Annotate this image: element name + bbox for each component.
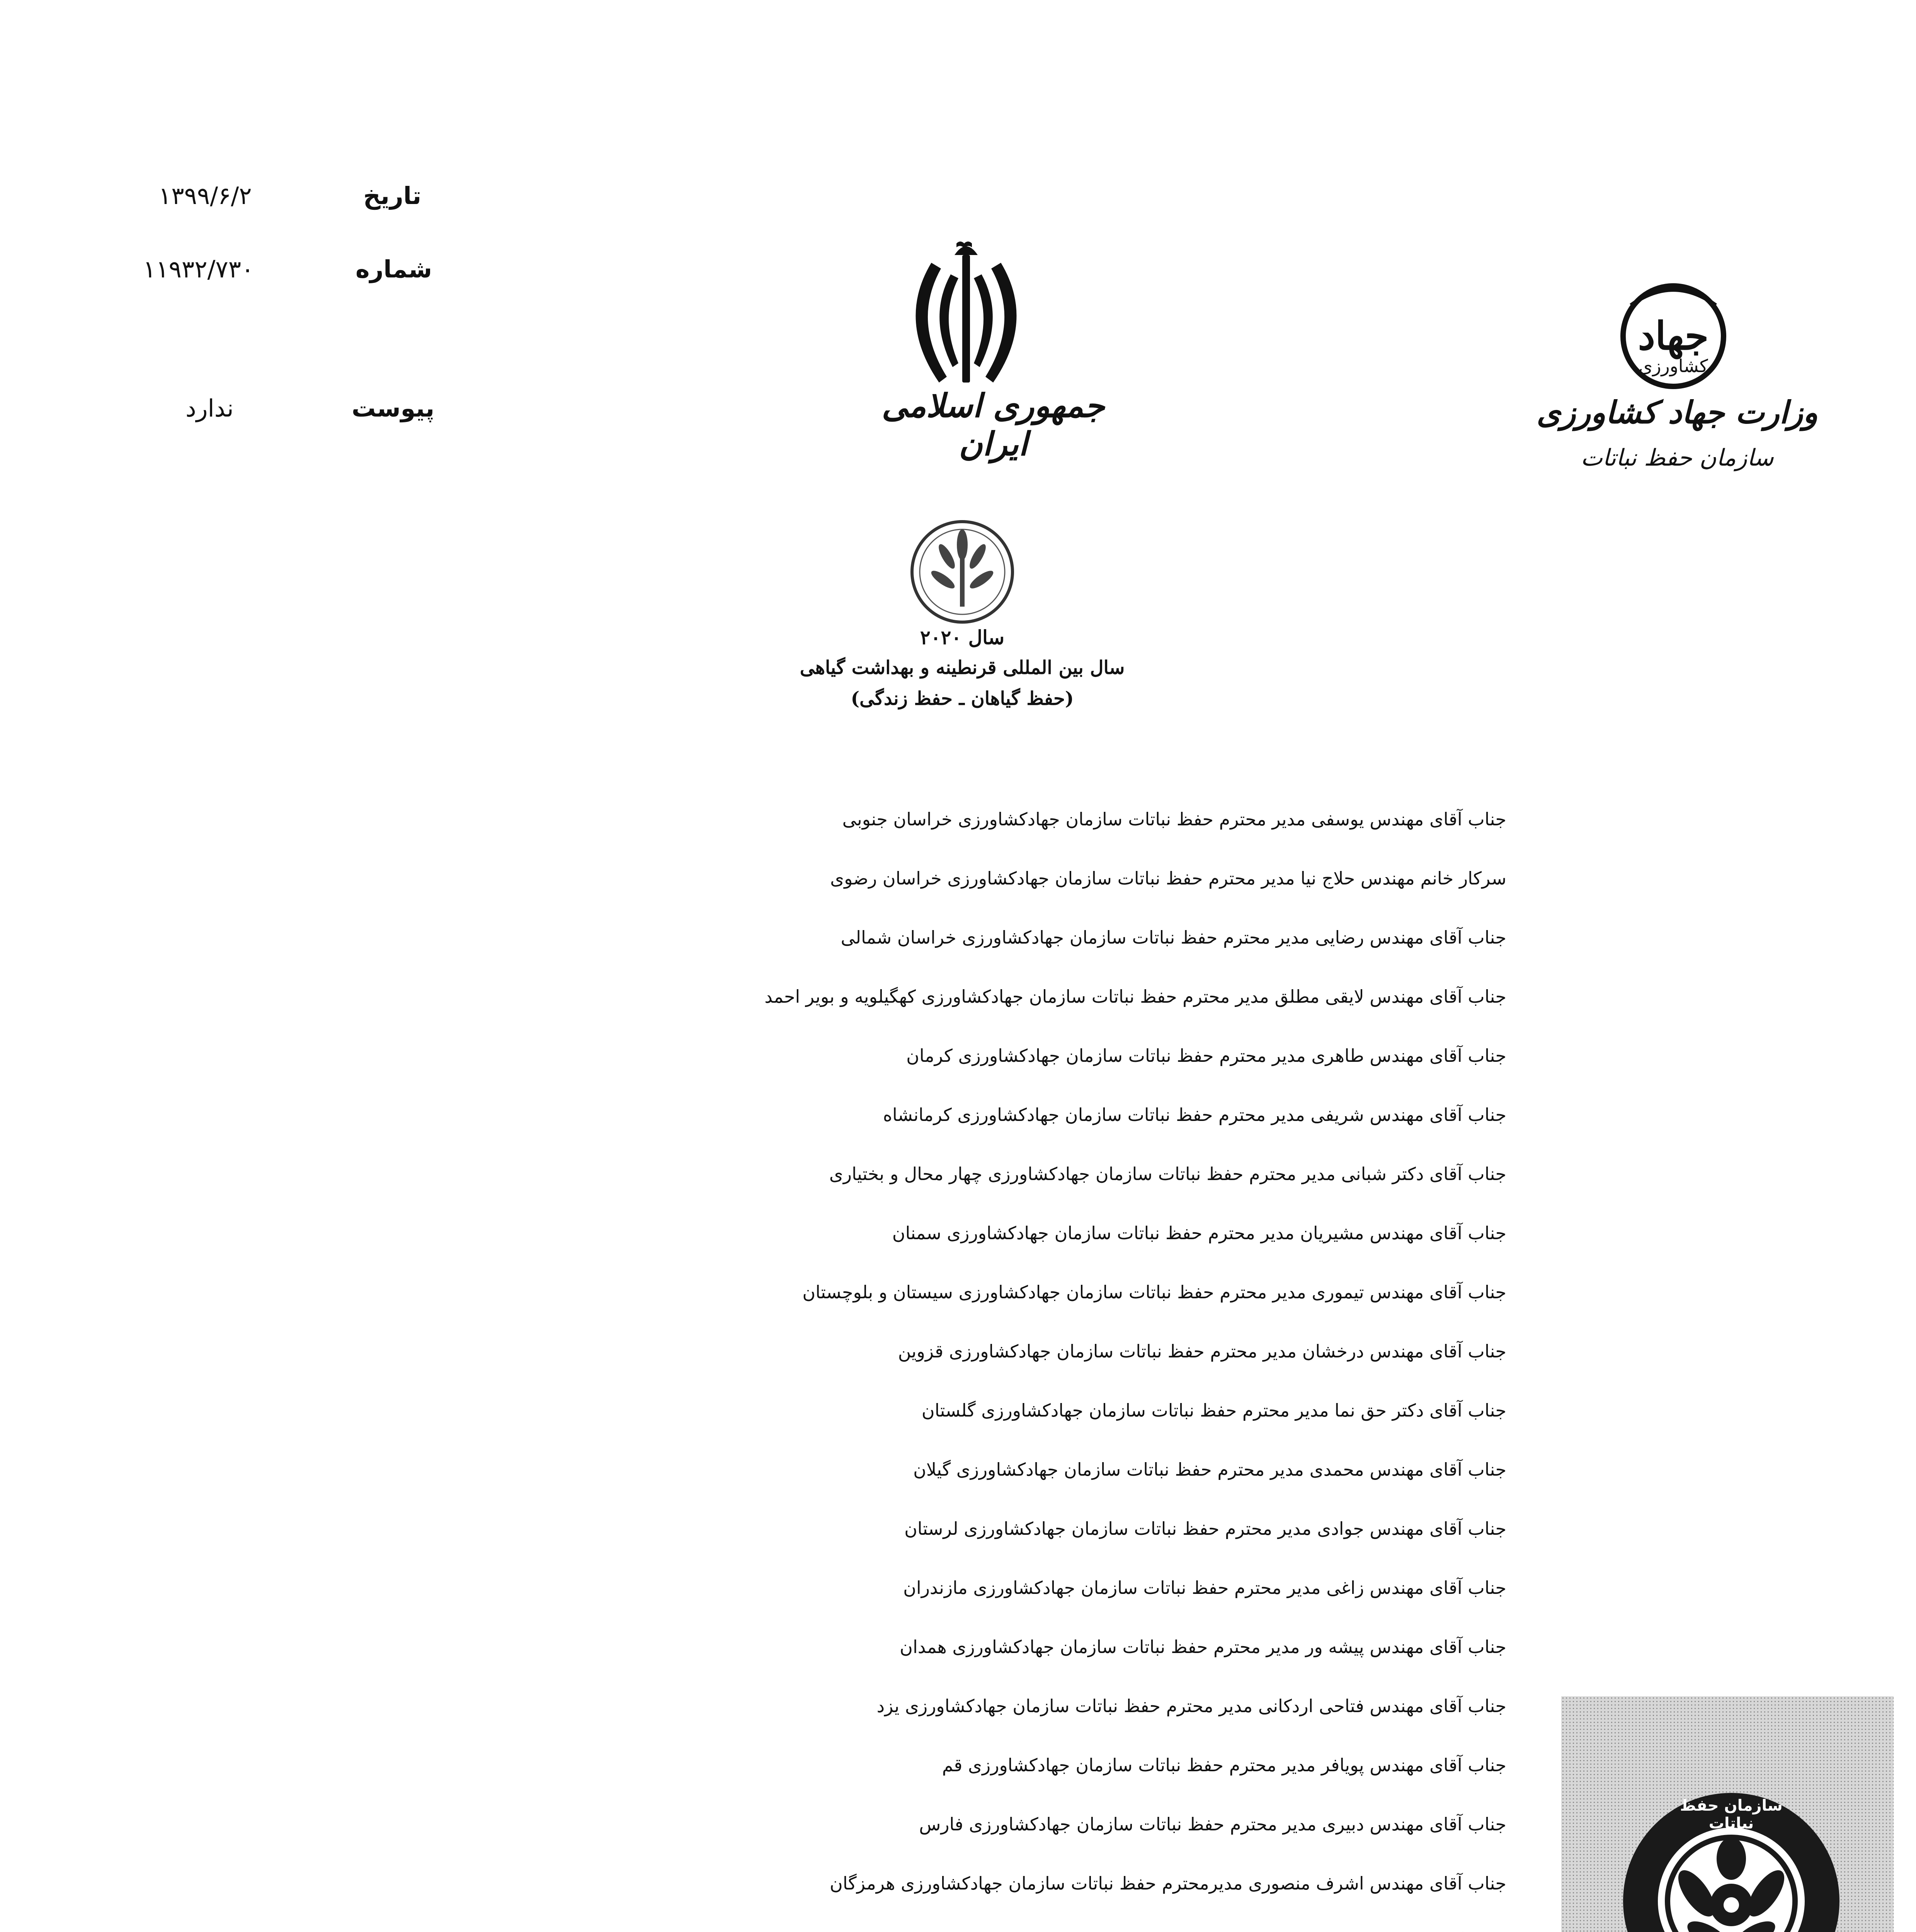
ministry-badge-top: جهاد xyxy=(1638,313,1709,359)
recipient-item: جناب آقای مهندس اشرف منصوری مدیرمحترم حفظ نباتات سازمان جهادکشاورزی هرمزگان xyxy=(830,1873,1506,1894)
campaign-line2: (حفظ گیاهان ـ حفظ زندگی) xyxy=(851,688,1074,709)
number-value: ۱۱۹۳۲/۷۳۰ xyxy=(143,255,254,283)
sidebar-panel xyxy=(1561,1696,1894,1932)
recipient-item: جناب آقای مهندس تیموری مدیر محترم حفظ نباتات سازمان جهادکشاورزی سیستان و بلوچستان xyxy=(802,1282,1506,1303)
recipient-item: جناب آقای مهندس مشیریان مدیر محترم حفظ نباتات سازمان جهادکشاورزی سمنان xyxy=(892,1223,1506,1243)
recipient-item: جناب آقای مهندس درخشان مدیر محترم حفظ نباتات سازمان جهادکشاورزی قزوین xyxy=(898,1341,1506,1362)
ministry-name: وزارت جهاد کشاورزی xyxy=(1537,394,1818,430)
recipient-item: جناب آقای مهندس پیشه ور مدیر محترم حفظ نباتات سازمان جهادکشاورزی همدان xyxy=(900,1636,1506,1657)
iran-emblem-icon xyxy=(885,240,1047,402)
recipient-item: جناب آقای مهندس شریفی مدیر محترم حفظ نباتات سازمان جهادکشاورزی کرمانشاه xyxy=(883,1104,1506,1125)
recipient-item: جناب آقای مهندس طاهری مدیر محترم حفظ نباتات سازمان جهادکشاورزی کرمان xyxy=(906,1045,1506,1066)
number-label: شماره xyxy=(356,255,432,283)
attachment-value: ندارد xyxy=(185,394,234,422)
recipient-item: جناب آقای مهندس فتاحی اردکانی مدیر محترم حفظ نباتات سازمان جهادکشاورزی یزد xyxy=(876,1696,1506,1716)
plant-wreath-icon xyxy=(900,514,1024,630)
campaign-year: سال ۲۰۲۰ xyxy=(920,626,1005,649)
republic-title: جمهوری اسلامی ایران xyxy=(881,386,1105,463)
date-value: ۱۳۹۹/۶/۲ xyxy=(158,182,252,210)
organization-name: سازمان حفظ نباتات xyxy=(1581,444,1774,471)
ministry-badge-bottom: کشاورزی xyxy=(1639,355,1708,376)
ministry-logo xyxy=(1608,278,1739,394)
recipient-list xyxy=(77,808,1506,1932)
recipient-item: جناب آقای مهندس زاغی مدیر محترم حفظ نباتات سازمان جهادکشاورزی مازندران xyxy=(903,1577,1506,1598)
attachment-label: پیوست xyxy=(352,394,435,422)
recipient-item: جناب آقای مهندس جوادی مدیر محترم حفظ نباتات سازمان جهادکشاورزی لرستان xyxy=(904,1518,1506,1539)
ppo-seal xyxy=(1615,1785,1847,1932)
date-label: تاریخ xyxy=(363,182,422,210)
recipient-item: جناب آقای مهندس یوسفی مدیر محترم حفظ نباتات سازمان جهادکشاورزی خراسان جنوبی xyxy=(842,809,1506,830)
recipient-item: جناب آقای دکتر حق نما مدیر محترم حفظ نباتات سازمان جهادکشاورزی گلستان xyxy=(921,1400,1506,1421)
campaign-line1: سال بین المللی قرنطینه و بهداشت گیاهی xyxy=(800,657,1125,679)
recipient-item: جناب آقای مهندس پویافر مدیر محترم حفظ نباتات سازمان جهادکشاورزی قم xyxy=(942,1755,1506,1776)
recipient-item: جناب آقای مهندس رضایی مدیر محترم حفظ نباتات سازمان جهادکشاورزی خراسان شمالی xyxy=(841,927,1506,948)
recipient-item: جناب آقای دکتر شبانی مدیر محترم حفظ نباتات سازمان جهادکشاورزی چهار محال و بختیاری xyxy=(829,1163,1506,1184)
recipient-item: جناب آقای مهندس محمدی مدیر محترم حفظ نباتات سازمان جهادکشاورزی گیلان xyxy=(913,1459,1506,1480)
recipient-item: سرکار خانم مهندس حلاج نیا مدیر محترم حفظ نباتات سازمان جهادکشاورزی خراسان رضوی xyxy=(830,868,1506,889)
iran-emblem xyxy=(885,240,1047,402)
recipient-item: جناب آقای مهندس دبیری مدیر محترم حفظ نباتات سازمان جهادکشاورزی فارس xyxy=(919,1814,1506,1835)
recipient-item: جناب آقای مهندس لایقی مطلق مدیر محترم حفظ نباتات سازمان جهادکشاورزی کهگیلویه و بویر احمد xyxy=(764,986,1506,1007)
seal-top-text: سازمان حفظ نباتات xyxy=(1680,1797,1783,1832)
iyph-emblem xyxy=(900,514,1024,630)
